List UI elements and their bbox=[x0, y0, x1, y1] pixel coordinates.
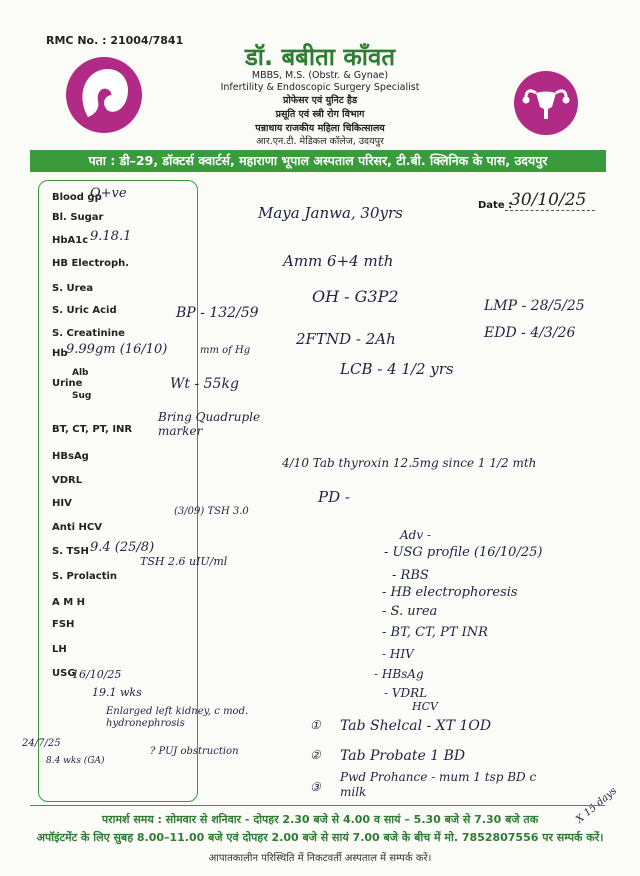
designation: प्रोफेसर एवं युनिट हैड bbox=[282, 95, 358, 106]
advice-label: Adv - bbox=[400, 528, 431, 542]
investigation-6: - HIV bbox=[382, 647, 414, 661]
test-value: 9.99gm (16/10) bbox=[66, 342, 168, 357]
hospital: पन्नाधाय राजकीय महिला चिकित्सालय bbox=[255, 123, 385, 134]
rx-1: Tab Shelcal - XT 1OD bbox=[340, 718, 492, 734]
date-label: Date : bbox=[478, 200, 513, 211]
rx-marker-2: ② bbox=[310, 748, 321, 762]
amenorrhea-note: Amm 6+4 mth bbox=[283, 252, 394, 270]
uterus-logo bbox=[514, 71, 578, 135]
usg-impression: ? PUJ obstruction bbox=[150, 746, 239, 757]
test-label: S. TSH bbox=[52, 546, 89, 557]
obstetric-history: OH - G3P2 bbox=[312, 287, 399, 306]
tsh-note-2: TSH 2.6 uIU/ml bbox=[140, 555, 228, 568]
ftnd-note: 2FTND - 2Ah bbox=[296, 330, 396, 348]
advice-note: Bring Quadruple marker bbox=[158, 410, 261, 438]
test-label: VDRL bbox=[52, 475, 83, 486]
usg-early-ga: 8.4 wks (GA) bbox=[46, 756, 105, 766]
investigation-7: - HBsAg bbox=[374, 667, 424, 681]
lcb-note: LCB - 4 1/2 yrs bbox=[340, 360, 454, 378]
rmc-number: RMC No. : 21004/7841 bbox=[46, 34, 184, 47]
rx-2: Tab Probate 1 BD bbox=[340, 748, 466, 764]
consultation-timings: परामर्श समय : सोमवार से शनिवार - दोपहर 2.30 बजे से 4.00 व सायं – 5.30 बजे से 7.30 बजे तक bbox=[101, 813, 539, 826]
edd-note: EDD - 4/3/26 bbox=[484, 325, 576, 341]
test-label: Hb bbox=[52, 348, 68, 359]
pd-note: PD - bbox=[318, 488, 350, 506]
test-label: S. Prolactin bbox=[52, 571, 118, 582]
footer-divider bbox=[30, 805, 605, 806]
department: प्रसूति एवं स्त्री रोग विभाग bbox=[275, 109, 365, 120]
investigation-5: - BT, CT, PT INR bbox=[382, 625, 488, 640]
lmp-note: LMP - 28/5/25 bbox=[484, 298, 585, 314]
appointment-info: अपॉइंटमेंट के लिए सुबह 8.00–11.00 बजे एवं दोपहर 2.00 बजे से सायं 7.00 बजे के बीच में मो. 7852807556 पर सम्पर्क करें। bbox=[36, 831, 604, 844]
test-label: FSH bbox=[52, 619, 75, 630]
test-label: A M H bbox=[52, 597, 86, 608]
investigation-9: HCV bbox=[412, 700, 438, 713]
bp-note: BP - 132/59 bbox=[176, 305, 259, 321]
usg-early-date: 24/7/25 bbox=[22, 738, 61, 749]
test-label: HIV bbox=[52, 498, 72, 509]
test-label: LH bbox=[52, 644, 67, 655]
test-label: Urine bbox=[52, 378, 83, 389]
test-label: Bl. Sugar bbox=[52, 212, 104, 223]
test-value: 9.18.1 bbox=[90, 229, 132, 244]
thyroxin-note: 4/10 Tab thyroxin 12.5mg since 1 1/2 mth bbox=[282, 456, 537, 470]
rx-marker-3: ③ bbox=[310, 780, 321, 794]
test-label: HbA1c bbox=[52, 235, 89, 246]
urine-sug-label: Sug bbox=[72, 391, 92, 401]
patient-name: Maya Janwa, 30yrs bbox=[258, 204, 403, 222]
test-value: O+ve bbox=[90, 186, 127, 201]
emergency-note: आपातकालीन परिस्थिति में निकटवर्ती अस्पताल में सम्पर्क करें। bbox=[208, 853, 432, 864]
weight-note: Wt - 55kg bbox=[170, 376, 239, 392]
address-bar: पता : डी–29, डॉक्टर्स क्वार्टर्स, महाराणा भूपाल अस्पताल परिसर, टी.बी. क्लिनिक के पास, उदयपुर bbox=[30, 150, 606, 172]
usg-weeks: 19.1 wks bbox=[92, 686, 142, 699]
test-label: USG bbox=[52, 668, 76, 679]
test-label: S. Urea bbox=[52, 283, 94, 294]
investigation-8: - VDRL bbox=[384, 686, 428, 700]
date-line bbox=[505, 210, 595, 211]
test-label: BT, CT, PT, INR bbox=[52, 424, 133, 435]
doctor-name: डॉ. बबीता काँवत bbox=[244, 43, 396, 71]
tsh-note: (3/09) TSH 3.0 bbox=[174, 506, 249, 517]
test-value: 9.4 (25/8) bbox=[90, 540, 155, 555]
test-label: S. Creatinine bbox=[52, 328, 125, 339]
bp-unit: mm of Hg bbox=[200, 345, 251, 356]
test-label: HBsAg bbox=[52, 451, 89, 462]
specialty: Infertility & Endoscopic Surgery Specialist bbox=[220, 82, 420, 93]
urine-alb-label: Alb bbox=[72, 368, 89, 378]
usg-date: 16/10/25 bbox=[72, 668, 122, 681]
rx-duration: X 15 days bbox=[574, 785, 620, 826]
usg-finding: Enlarged left kidney, c mod. hydronephrosis bbox=[106, 706, 249, 729]
test-label: S. Uric Acid bbox=[52, 305, 117, 316]
test-label: Anti HCV bbox=[52, 522, 102, 533]
investigation-4: - S. urea bbox=[382, 604, 438, 619]
investigation-3: - HB electrophoresis bbox=[382, 585, 518, 600]
test-label: Blood gp bbox=[52, 192, 102, 203]
investigation-2: - RBS bbox=[392, 568, 429, 583]
date-value: 30/10/25 bbox=[510, 190, 587, 210]
degrees: MBBS, M.S. (Obstr. & Gynae) bbox=[251, 70, 389, 81]
rx-marker: ① bbox=[310, 718, 321, 732]
test-label: HB Electroph. bbox=[52, 258, 130, 269]
rx-3: Pwd Prohance - mum 1 tsp BD c milk bbox=[340, 770, 537, 799]
college: आर.एन.टी. मेडिकल कॉलेज, उदयपुर bbox=[256, 136, 384, 147]
investigation-1: - USG profile (16/10/25) bbox=[384, 545, 543, 560]
